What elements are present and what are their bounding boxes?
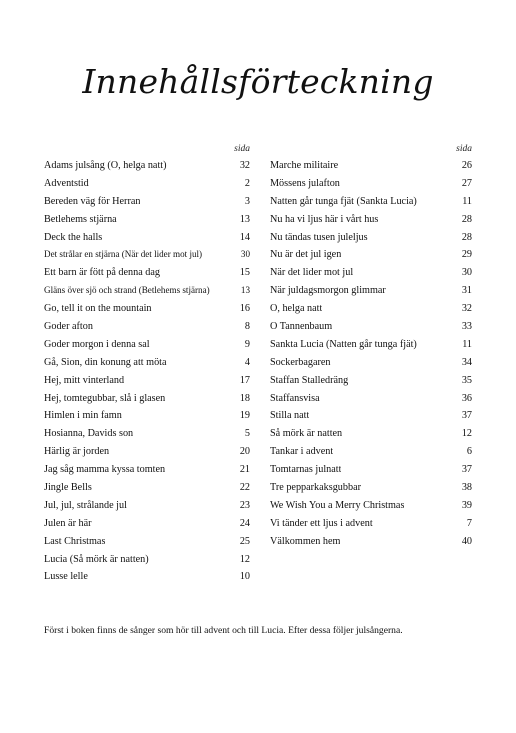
toc-entry-page: 10: [239, 571, 250, 583]
toc-entry-title: Adams julsång (O, helga natt): [44, 160, 167, 171]
toc-right-list: [270, 157, 472, 551]
toc-entry-title: Jul, jul, strålande jul: [44, 499, 127, 511]
toc-entry-page: 11: [462, 195, 472, 207]
page-column-label: sida: [456, 144, 472, 154]
toc-entry-title: Go, tell it on the mountain: [44, 303, 152, 315]
toc-entry: [44, 515, 250, 533]
toc-entry: [44, 300, 250, 318]
toc-entry-page: 16: [239, 303, 250, 315]
toc-entry-title: Härlig är jorden: [44, 446, 110, 458]
toc-entry-page: 32: [239, 160, 250, 171]
toc-entry-page: 2: [244, 177, 250, 189]
page-column-label: sida: [234, 144, 250, 154]
toc-left-list: [44, 157, 250, 586]
toc-entry-page: 36: [461, 392, 472, 404]
toc-entry-page: 18: [239, 392, 250, 404]
toc-entry-title: We Wish You a Merry Christmas: [270, 499, 405, 511]
toc-entry: [44, 264, 250, 282]
toc-entry-title: Tankar i advent: [270, 446, 334, 458]
toc-entry-title: Välkommen hem: [270, 535, 341, 547]
toc-entry-page: 11: [462, 338, 472, 350]
toc-entry-page: 24: [239, 517, 250, 529]
toc-entry-page: 15: [239, 267, 250, 279]
toc-entry: [44, 479, 250, 497]
toc-entry-page: 8: [244, 321, 250, 333]
toc-entry-page: 38: [461, 482, 472, 494]
toc-entry: [270, 354, 472, 372]
toc-entry-page: 31: [461, 285, 472, 297]
toc-entry-page: 14: [239, 231, 250, 243]
toc-entry: [44, 568, 250, 586]
toc-entry-title: Tre pepparkaksgubbar: [270, 482, 362, 494]
toc-entry-title: Lusse lelle: [44, 571, 88, 583]
toc-entry-page: 7: [466, 517, 472, 529]
toc-entry-page: 21: [239, 464, 250, 476]
toc-entry-page: 29: [461, 249, 472, 261]
toc-entry: [270, 425, 472, 443]
toc-entry: [270, 497, 472, 515]
toc-entry: [44, 175, 250, 193]
toc-entry-title: Vi tänder ett ljus i advent: [270, 517, 373, 529]
toc-entry-title: Adventstid: [44, 177, 89, 189]
toc-entry-page: 26: [461, 160, 472, 171]
toc-entry-page: 9: [244, 338, 250, 350]
toc-entry-title: Betlehems stjärna: [44, 213, 117, 225]
toc-entry-title: Goder afton: [44, 321, 93, 333]
toc-entry: [44, 193, 250, 211]
toc-entry-title: Bereden väg för Herran: [44, 195, 141, 207]
toc-entry-page: 3: [244, 195, 250, 207]
toc-entry-page: 6: [466, 446, 472, 458]
toc-entry: [44, 246, 250, 264]
toc-entry: [270, 443, 472, 461]
toc-entry-page: 12: [239, 553, 250, 565]
toc-entry-title: Natten går tunga fjät (Sankta Lucia): [270, 195, 417, 207]
toc-entry: [44, 443, 250, 461]
toc-entry: [44, 533, 250, 551]
toc-entry-title: Deck the halls: [44, 231, 103, 243]
toc-entry-page: 39: [461, 499, 472, 511]
toc-entry-page: 28: [461, 231, 472, 243]
toc-entry: [44, 461, 250, 479]
toc-entry-title: Nu ha vi ljus här i vårt hus: [270, 213, 379, 225]
toc-entry: [44, 336, 250, 354]
toc-entry: [44, 211, 250, 229]
toc-entry-page: 23: [239, 499, 250, 511]
toc-entry: [44, 551, 250, 569]
toc-entry-title: Nu tändas tusen juleljus: [270, 231, 368, 243]
toc-entry-title: Tomtarnas julnatt: [270, 464, 342, 476]
toc-entry: [44, 318, 250, 336]
toc-entry-page: 12: [461, 428, 472, 440]
toc-entry-page: 13: [240, 285, 250, 296]
toc-entry-page: 34: [461, 356, 472, 368]
toc-entry-title: Staffan Stalledräng: [270, 374, 349, 386]
toc-entry-title: Hej, tomtegubbar, slå i glasen: [44, 392, 166, 404]
toc-entry: [44, 425, 250, 443]
toc-entry-title: Ett barn är fött på denna dag: [44, 267, 160, 279]
toc-entry-page: 19: [239, 410, 250, 422]
toc-entry: [44, 354, 250, 372]
toc-entry-page: 33: [461, 321, 472, 333]
toc-entry: [44, 229, 250, 247]
toc-left-column: [44, 142, 250, 586]
toc-entry-page: 25: [239, 535, 250, 547]
toc-entry-title: Julen är här: [44, 517, 92, 529]
toc-entry-title: Det strålar en stjärna (När det lider mot jul): [44, 249, 203, 260]
toc-entry: [270, 318, 472, 336]
toc-entry-title: Sockerbagaren: [270, 356, 331, 368]
toc-entry: [270, 461, 472, 479]
toc-entry-title: Himlen i min famn: [44, 410, 122, 422]
toc-entry: [270, 157, 472, 175]
toc-entry-page: 30: [240, 249, 250, 260]
toc-entry-title: Så mörk är natten: [270, 428, 343, 440]
toc-entry: [270, 336, 472, 354]
toc-entry-title: Hosianna, Davids son: [44, 428, 134, 440]
toc-right-column: [270, 142, 472, 551]
toc-entry-title: Sankta Lucia (Natten går tunga fjät): [270, 338, 417, 350]
toc-entry-title: Goder morgon i denna sal: [44, 338, 150, 350]
toc-entry: [270, 193, 472, 211]
toc-entry-title: Nu är det jul igen: [270, 249, 342, 261]
toc-entry-title: O, helga natt: [270, 303, 323, 315]
toc-entry: [270, 282, 472, 300]
toc-entry: [270, 515, 472, 533]
toc-entry: [270, 246, 472, 264]
toc-entry-title: När det lider mot jul: [270, 267, 354, 279]
toc-entry: [270, 264, 472, 282]
toc-entry-page: 40: [461, 535, 472, 547]
toc-entry: [270, 390, 472, 408]
toc-entry: [270, 300, 472, 318]
toc-entry-title: Lucia (Så mörk är natten): [44, 553, 149, 565]
toc-entry: [44, 372, 250, 390]
toc-entry-page: 30: [461, 267, 472, 279]
page-title: Innehållsförteckning: [82, 62, 434, 101]
toc-entry-title: Jag såg mamma kyssa tomten: [44, 464, 166, 476]
toc-entry-page: 17: [239, 374, 250, 386]
toc-entry-page: 4: [244, 356, 250, 368]
toc-entry: [44, 390, 250, 408]
toc-entry-page: 28: [461, 213, 472, 225]
toc-entry: [270, 407, 472, 425]
toc-entry-page: 32: [461, 303, 472, 315]
toc-entry-page: 35: [461, 374, 472, 386]
toc-entry-page: 22: [239, 482, 250, 494]
toc-entry-page: 13: [239, 213, 250, 225]
toc-entry-title: Staffansvisa: [270, 392, 320, 404]
toc-entry-title: Mössens julafton: [270, 177, 340, 189]
toc-entry-title: Last Christmas: [44, 535, 106, 547]
toc-entry: [270, 211, 472, 229]
toc-entry-page: 37: [461, 410, 472, 422]
toc-entry: [270, 479, 472, 497]
toc-entry-title: Stilla natt: [270, 410, 310, 422]
toc-entry-title: När juldagsmorgon glimmar: [270, 285, 386, 297]
toc-entry: [44, 497, 250, 515]
toc-entry: [270, 533, 472, 551]
toc-entry-page: 5: [244, 428, 250, 440]
footer-note: Först i boken finns de sånger som hör till advent och till Lucia. Efter dessa följer julsångerna.: [44, 625, 403, 636]
toc-entry: [270, 229, 472, 247]
toc-entry-title: Hej, mitt vinterland: [44, 374, 125, 386]
toc-entry: [270, 175, 472, 193]
toc-entry-page: 27: [461, 177, 472, 189]
toc-entry-page: 20: [239, 446, 250, 458]
toc-entry: [270, 372, 472, 390]
toc-entry-title: Marche militaire: [270, 160, 339, 171]
toc-entry-title: Gläns över sjö och strand (Betlehems stjärna): [44, 285, 210, 296]
toc-entry: [44, 157, 250, 175]
toc-entry: [44, 282, 250, 300]
toc-entry-title: O Tannenbaum: [270, 321, 333, 333]
toc-entry-title: Gå, Sion, din konung att möta: [44, 356, 167, 368]
toc-entry-title: Jingle Bells: [44, 482, 92, 494]
toc-entry: [44, 407, 250, 425]
toc-entry-page: 37: [461, 464, 472, 476]
